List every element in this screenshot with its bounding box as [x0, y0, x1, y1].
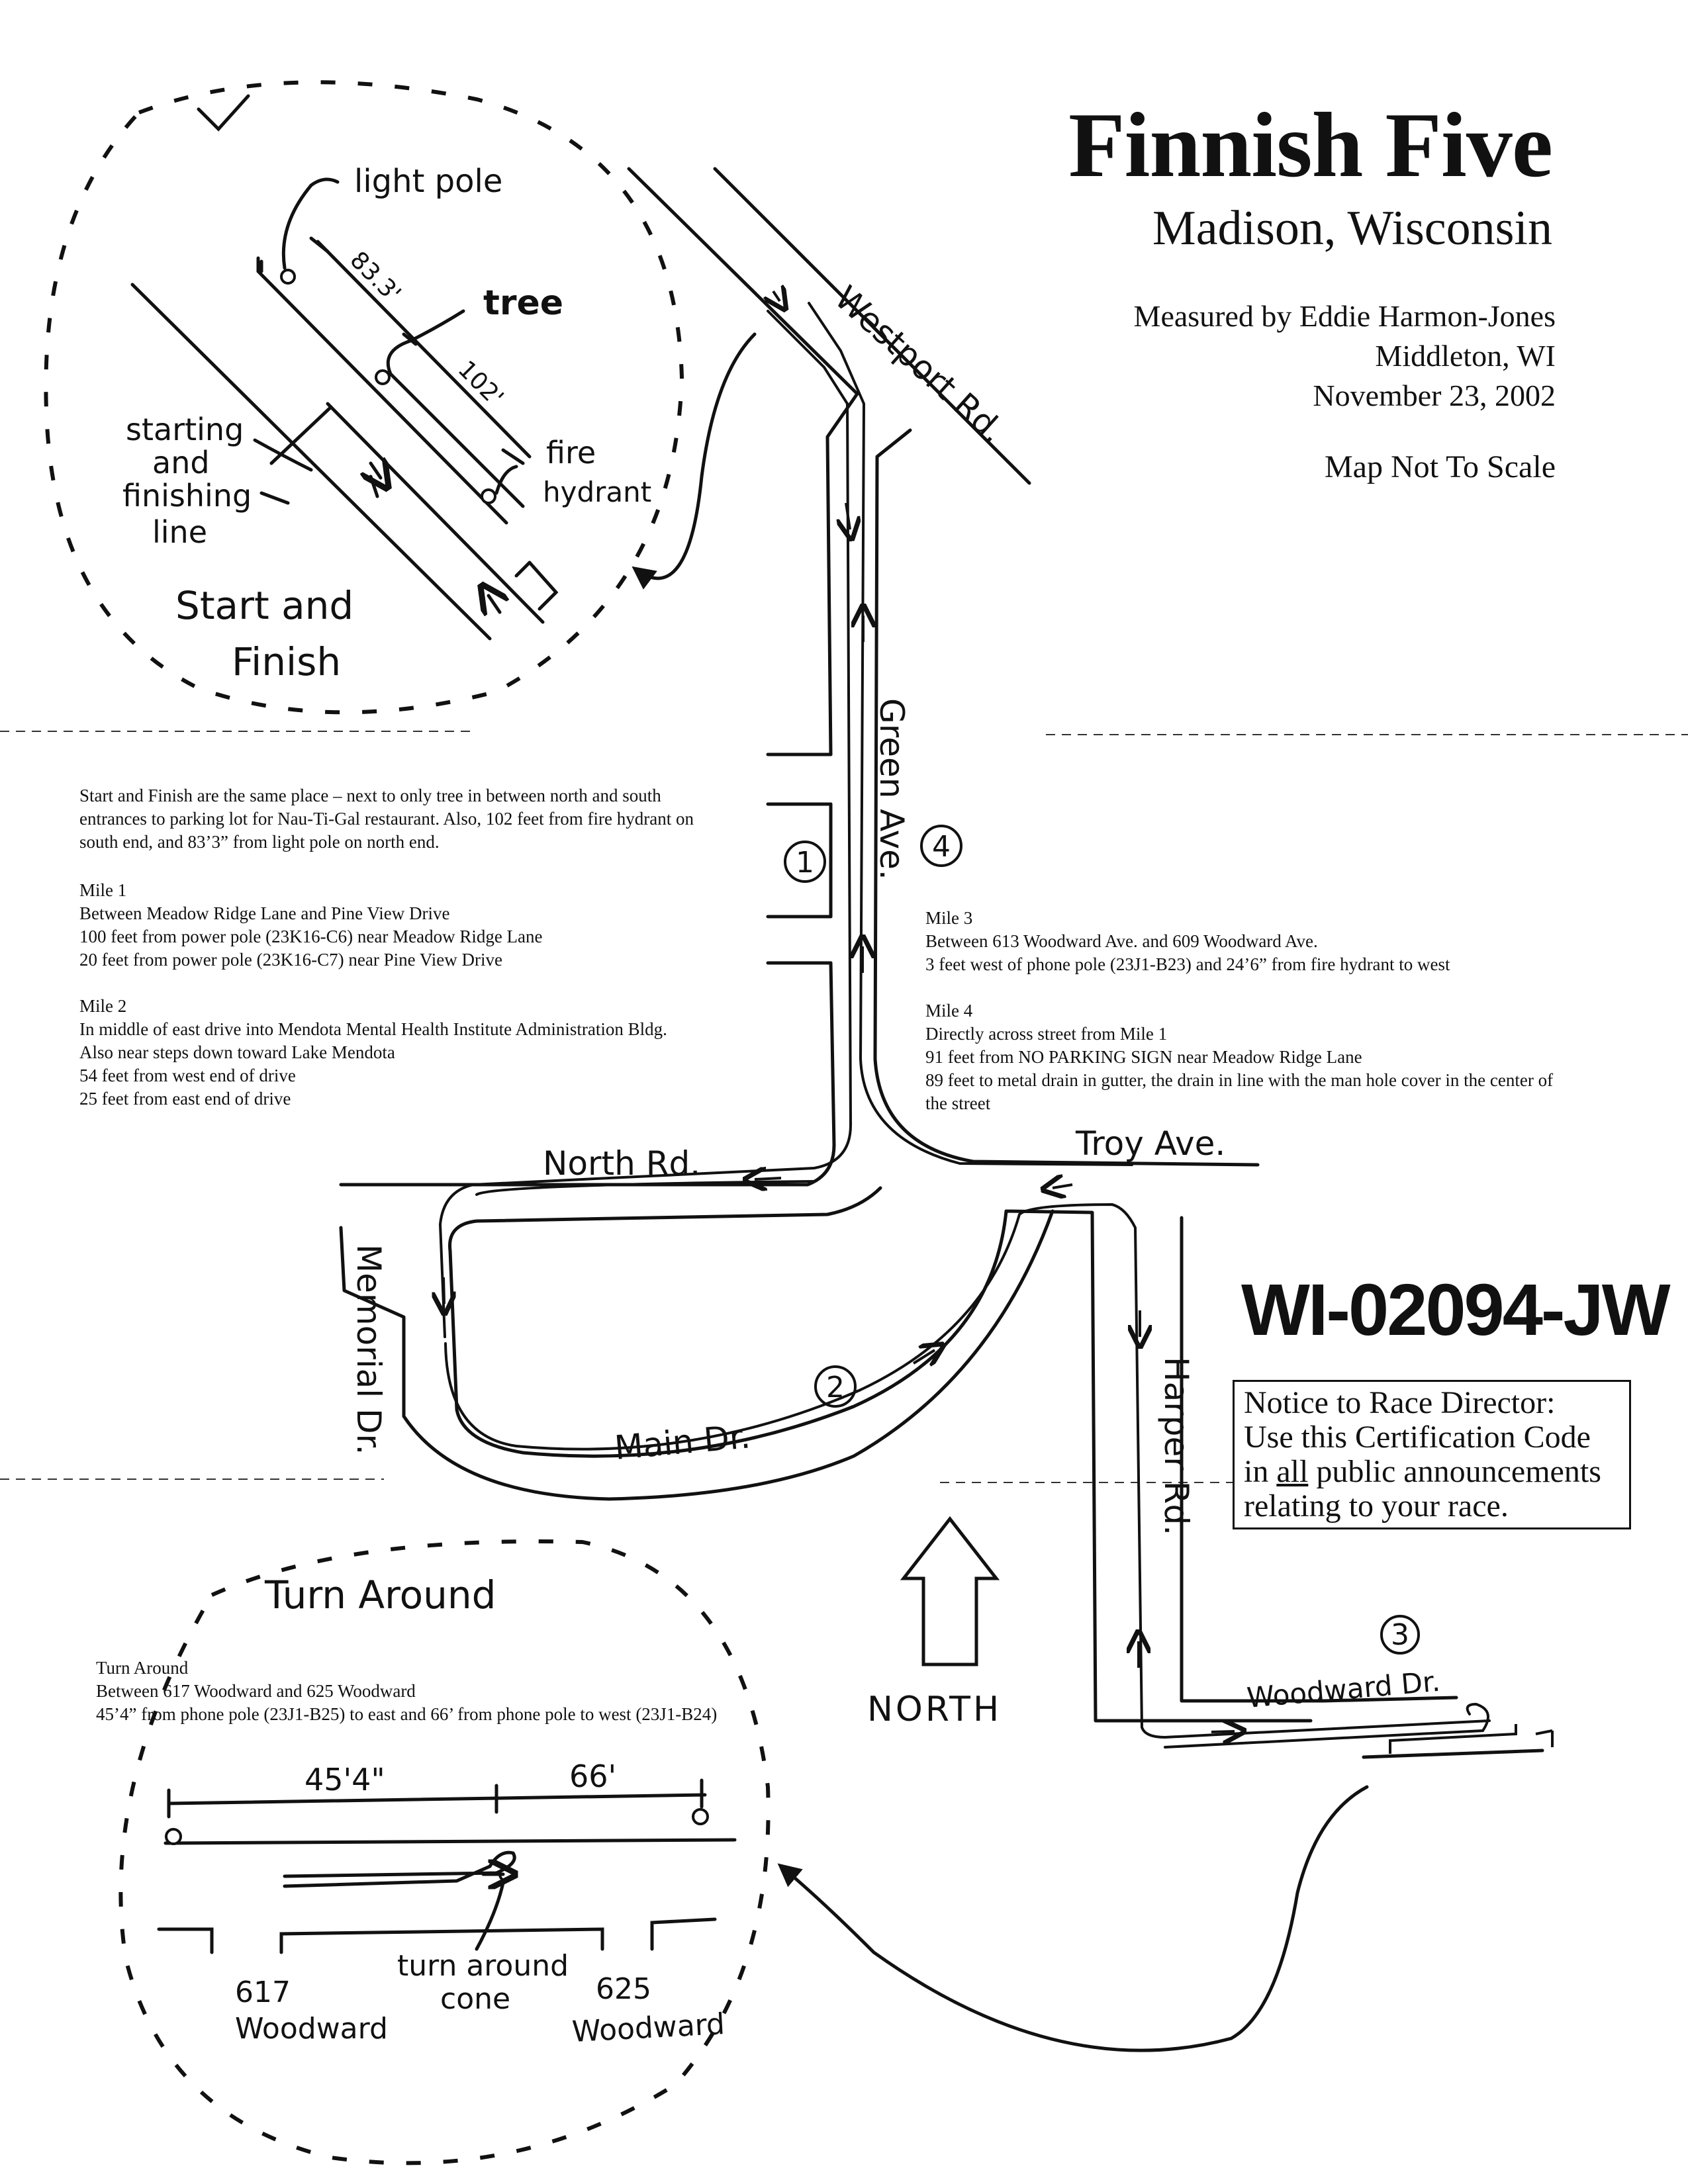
side-street-1: [768, 754, 831, 804]
note-line: 89 feet to metal drain in gutter, the drain in line with the man hole cover in the center of: [925, 1070, 1554, 1090]
note-heading: Turn Around: [96, 1658, 189, 1678]
dimension-line: [169, 1795, 705, 1803]
race-director-notice: [1233, 1380, 1631, 1529]
light-pole-label: light pole: [354, 163, 503, 200]
north-arrow: [904, 1519, 996, 1664]
north-label: NORTH: [867, 1690, 1002, 1729]
street-label-woodward: Woodward Dr.: [1245, 1664, 1442, 1714]
westport-road-west-edge: [629, 169, 857, 394]
mile-2-notes: [79, 972, 667, 1134]
measured-by: Measured by Eddie Harmon-Jones: [1133, 299, 1556, 333]
note-line: 3 feet west of phone pole (23J1-B23) and 24’6” from fire hydrant to west: [925, 954, 1450, 974]
note-line: 25 feet from east end of drive: [79, 1089, 291, 1109]
note-line: entrances to parking lot for Nau-Ti-Gal restaurant. Also, 102 feet from fire hydrant on: [79, 809, 694, 829]
note-line: Directly across street from Mile 1: [925, 1024, 1168, 1044]
fire-hydrant-label-1: fire: [546, 435, 596, 471]
route-arrow: [1211, 1731, 1235, 1732]
note-line: 100 feet from power pole (23K16-C6) near Meadow Ridge Lane: [79, 927, 543, 946]
notice-emphasis: all: [1276, 1454, 1309, 1489]
note-line: Start and Finish are the same place – next to only tree in between north and south: [79, 786, 661, 805]
distance-west-pole: 66': [569, 1758, 617, 1794]
note-line: Between Meadow Ridge Lane and Pine View Drive: [79, 903, 450, 923]
mile-marker-4-label: 4: [932, 830, 951, 864]
start-finish-title-1: Start and: [175, 583, 354, 628]
green-ave-west-edge: [827, 394, 857, 754]
notice-line: relating to your race.: [1244, 1488, 1509, 1524]
notice-line: Notice to Race Director:: [1244, 1385, 1556, 1420]
route-woodward-turn: [1165, 1704, 1488, 1747]
start-finish-inset: [46, 82, 755, 712]
measurer-town: Middleton, WI: [1375, 339, 1556, 373]
note-line: Between 617 Woodward and 625 Woodward: [96, 1681, 416, 1701]
note-line: 45’4” from phone pole (23J1-B25) to east and 66’ from phone pole to west (23J1-B24): [96, 1704, 718, 1724]
distance-light-pole: 83.3': [344, 246, 406, 308]
tree-label: tree: [483, 283, 564, 323]
street-label-harper: Harper Rd.: [1157, 1357, 1196, 1536]
tree-marker: [376, 371, 389, 384]
light-pole-marker: [281, 270, 295, 283]
start-finish-title-2: Finish: [232, 639, 342, 684]
turn-around-route: [285, 1852, 514, 1886]
mile-marker-2-label: 2: [826, 1371, 845, 1404]
notice-text: in: [1244, 1454, 1277, 1489]
note-line: 91 feet from NO PARKING SIGN near Meadow Ridge Lane: [925, 1047, 1362, 1067]
certification-code: WI-02094-JW: [1241, 1269, 1669, 1351]
note-heading: Mile 1: [79, 880, 127, 900]
route-arrow: [1053, 1185, 1072, 1188]
start-line-label-4: line: [152, 514, 208, 550]
notice-line: [1244, 1455, 1620, 1489]
cone-label-2: cone: [440, 1982, 511, 2016]
measure-date: November 23, 2002: [1313, 379, 1556, 412]
phone-pole-west: [166, 1829, 181, 1844]
street-label-north-rd: North Rd.: [543, 1144, 701, 1183]
phone-pole-east: [693, 1809, 708, 1824]
street-label-troy: Troy Ave.: [1076, 1124, 1226, 1163]
note-line: 54 feet from west end of drive: [79, 1066, 296, 1085]
address-617-number: 617: [235, 1976, 291, 2009]
note-heading: Mile 4: [925, 1001, 973, 1021]
address-617-street: Woodward: [235, 2012, 388, 2046]
street-label-westport: Westport Rd.: [827, 278, 1013, 451]
note-line: Also near steps down toward Lake Mendota: [79, 1042, 395, 1062]
mile-marker-3-label: 3: [1391, 1618, 1409, 1652]
note-line: 20 feet from power pole (23K16-C7) near Pine View Drive: [79, 950, 502, 970]
note-line: the street: [925, 1093, 991, 1113]
cone-label-1: turn around: [397, 1949, 569, 1983]
notice-text: public announcements: [1308, 1454, 1601, 1489]
race-title: Finnish Five: [1068, 94, 1552, 197]
race-location: Madison, Wisconsin: [1152, 201, 1552, 255]
note-line: south end, and 83’3” from light pole on north end.: [79, 832, 440, 852]
start-line-label-2: and: [152, 445, 210, 480]
note-line: In middle of east drive into Mendota Mental Health Institute Administration Bldg.: [79, 1019, 667, 1039]
start-line-label-3: finishing: [122, 478, 252, 514]
turn-around-title: Turn Around: [265, 1572, 496, 1617]
start-line-label-1: starting: [126, 412, 244, 447]
fire-hydrant-marker: [482, 490, 495, 503]
distance-fire-hydrant: 102': [452, 355, 509, 412]
measurer-info: [1134, 296, 1556, 416]
distance-east-pole: 45'4": [305, 1762, 385, 1797]
fire-hydrant-label-2: hydrant: [543, 476, 652, 508]
street-label-main: Main Dr.: [612, 1417, 752, 1467]
address-625-number: 625: [596, 1972, 651, 2006]
notice-line: Use this Certification Code: [1244, 1420, 1591, 1455]
note-line: Between 613 Woodward Ave. and 609 Woodward Ave.: [925, 931, 1318, 951]
street-label-green: Green Ave.: [872, 698, 911, 880]
street-label-memorial: Memorial Dr.: [350, 1244, 388, 1455]
curb-line: [165, 1840, 735, 1843]
turn-around-notes: [96, 1633, 717, 1749]
route-arrow: [773, 291, 780, 301]
address-625-street: Woodward: [571, 2007, 726, 2049]
mile-4-notes: [925, 976, 1553, 1138]
scale-note: Map Not To Scale: [1324, 449, 1556, 484]
side-street-2: [768, 917, 831, 963]
mile-marker-1-label: 1: [796, 846, 814, 880]
note-heading: Mile 3: [925, 908, 973, 928]
route-arrow: [755, 1178, 781, 1179]
note-heading: Mile 2: [79, 996, 127, 1016]
